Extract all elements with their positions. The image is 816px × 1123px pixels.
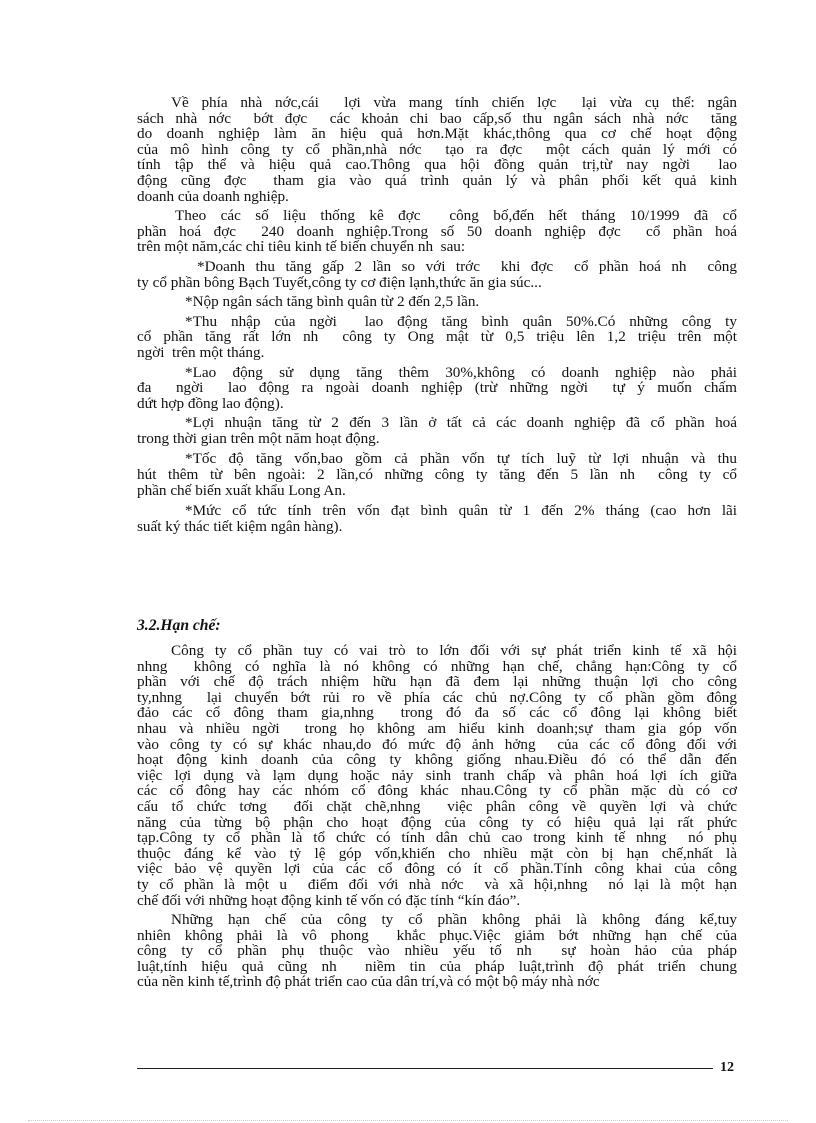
text-line: dứt hợp đồng lao động).: [137, 394, 284, 412]
text-line: *Tốc độ tăng vốn,bao gồm cả phần vốn tự tích luỹ từ lợi nhuận và thu: [185, 450, 737, 468]
paragraph: [137, 294, 737, 310]
text-line: ty cổ phần là một u điểm đối với nhà nớc và xã hội,nhng nó lại là một hạn: [137, 875, 737, 893]
text-line: luật,tính hiệu quả cũng nh niềm tin của pháp luật,trình độ phát triển chung: [137, 957, 737, 975]
text-line: ty cổ phần bông Bạch Tuyết,công ty cơ điện lạnh,thức ăn gia súc...: [137, 273, 542, 291]
text-line: *Doanh thu tăng gấp 2 lần so với trớc khi đợc cổ phần hoá nh công: [197, 257, 737, 275]
body-section-limitations: [137, 643, 737, 990]
text-line: sách nhà nớc bớt đợc các khoản chi bao cấp,số thu ngân sách nhà nớc tăng: [137, 109, 737, 127]
paragraph: [137, 643, 737, 908]
text-line: Những hạn chế của công ty cổ phần không phải là không đáng kể,tuy: [171, 911, 737, 929]
text-line: động cũng đợc tham gia vào quá trình quản lý và phân phối kết quả kinh: [137, 171, 737, 189]
paragraph: [137, 259, 737, 290]
paragraph: [137, 912, 737, 990]
text-line: phần chế biến xuất khẩu Long An.: [137, 481, 346, 499]
text-line: vào công ty có sự khác nhau,do đó mức độ ảnh hởng của các cổ đông đối với: [137, 735, 737, 753]
text-line: *Lợi nhuận tăng từ 2 đến 3 lần ở tất cả các doanh nghiệp đã cổ phần hoá: [185, 414, 737, 432]
text-line: đa ngời lao động ra ngoài doanh nghiệp (trừ những ngời tự ý muốn chấm: [137, 379, 737, 397]
text-line: suất ký thác tiết kiệm ngân hàng).: [137, 517, 343, 535]
section-heading: 3.2.Hạn chế:: [137, 617, 221, 634]
text-line: nhau và nhiều ngời trong họ không am hiểu kinh doanh;sự tham gia góp vốn: [137, 719, 737, 737]
text-line: doanh của doanh nghiệp.: [137, 187, 289, 205]
body-section-benefits: [137, 95, 737, 534]
text-line: *Nộp ngân sách tăng bình quân từ 2 đến 2,5 lần.: [185, 293, 480, 311]
text-line: các cổ đông hay các nhóm cổ đông khác nhau.Công ty cổ phần mặc dù có cơ: [137, 782, 737, 800]
paragraph: [137, 314, 737, 361]
text-line: việc bảo vệ quyền lợi của các cổ đông có ít cổ phần.Tính công khai của công: [137, 860, 737, 878]
text-line: *Thu nhập của ngời lao động tăng bình quân 50%.Có những công ty: [185, 312, 737, 330]
text-line: tạp.Công ty cổ phần là tổ chức có tính dân chủ cao trong kinh tế nhng nó phụ: [137, 829, 737, 847]
paragraph: [137, 503, 737, 534]
text-line: nhiên không phải là vô phong khắc phục.Việc giảm bớt những hạn chế của: [137, 926, 737, 944]
text-line: phần hoá đợc 240 doanh nghiệp.Trong số 50 doanh nghiệp đợc cổ phần hoá: [137, 222, 737, 240]
text-line: cấu tổ chức tơng đối chặt chẽ,nhng việc phân công về quyền lợi và chức: [137, 797, 737, 815]
text-line: chế đối với những hoạt động kinh tế vốn có đặc tính “kín đáo”.: [137, 891, 521, 909]
text-line: thuộc đáng kể vào tỷ lệ góp vốn,khiến cho nhiều mặt còn bị hạn chế,nhất là: [137, 844, 737, 862]
text-line: phần với chế độ trách nhiệm hữu hạn đã đem lại những thuận lợi cho công: [137, 673, 737, 691]
text-line: *Lao động sử dụng tăng thêm 30%,không có doanh nghiệp nào phải: [185, 363, 737, 381]
text-line: trong thời gian trên một năm hoạt động.: [137, 429, 380, 447]
text-line: hoạt động kinh doanh của công ty không giống nhau.Điều đó có thể dẫn đến: [137, 751, 737, 769]
text-line: ty,nhng lại chuyển bớt rủi ro về phía các chủ nợ.Công ty cổ phần gồm đông: [137, 688, 737, 706]
text-line: hút thêm từ bên ngoài: 2 lần,có những công ty tăng đến 5 lần nh công ty cổ: [137, 466, 737, 484]
text-line: Về phía nhà nớc,cái lợi vừa mang tính chiến lợc lại vừa cụ thể: ngân: [171, 94, 737, 111]
text-line: cổ phần tăng rất lớn nh công ty Ong mật từ 0,5 triệu lên 1,2 triệu trên một: [137, 328, 737, 346]
paragraph: [137, 415, 737, 446]
text-line: của mô hình công ty cổ phần,nhà nớc tạo ra đợc một cách quản lý mới có: [137, 140, 737, 158]
paragraph: [137, 208, 737, 255]
text-line: công ty cổ phần phụ thuộc vào nhiều yếu tố nh sự hoàn hảo của pháp: [137, 942, 737, 960]
text-line: tính tập thể và hiệu quả cao.Thông qua hội đồng quản trị,từ nay ngời lao: [137, 156, 737, 174]
text-line: của nền kinh tế,trình độ phát triển cao của dân trí,và có một bộ máy nhà nớc: [137, 973, 600, 991]
text-line: ngời trên một tháng.: [137, 343, 265, 361]
paragraph: [137, 451, 737, 498]
paragraph: [137, 365, 737, 412]
page-number: 12: [720, 1060, 734, 1075]
text-line: năng của từng bộ phận cho hoạt động của công ty có hiệu quả lại rất phức: [137, 813, 737, 831]
text-line: trên một năm,các chỉ tiêu kinh tế biến chuyển nh sau:: [137, 238, 466, 256]
text-line: do doanh nghiệp làm ăn hiệu quả hơn.Mặt khác,thông qua cơ chế hoạt động: [137, 125, 737, 143]
text-line: *Mức cổ tức tính trên vốn đạt bình quân từ 1 đến 2% tháng (cao hơn lãi: [185, 502, 737, 520]
text-line: Theo các số liệu thống kê đợc công bố,đến hết tháng 10/1999 đã cổ: [175, 207, 737, 225]
text-line: đảo các cổ đông tham gia,nhng trong đó đa số các cổ đông lại không biết: [137, 704, 737, 722]
text-line: nhng không có nghĩa là nó không có những hạn chế, chẳng hạn:Công ty cổ: [137, 657, 737, 675]
text-line: việc lợi dụng và lạm dụng hoặc nảy sinh tranh chấp và phân hoá lợi ích giữa: [137, 766, 737, 784]
text-line: Công ty cổ phần tuy có vai trò to lớn đối với sự phát triển kinh tế xã hội: [171, 642, 737, 659]
footer-rule: [137, 1068, 713, 1069]
paragraph: [137, 95, 737, 204]
page-edge-dots: [28, 1120, 788, 1121]
